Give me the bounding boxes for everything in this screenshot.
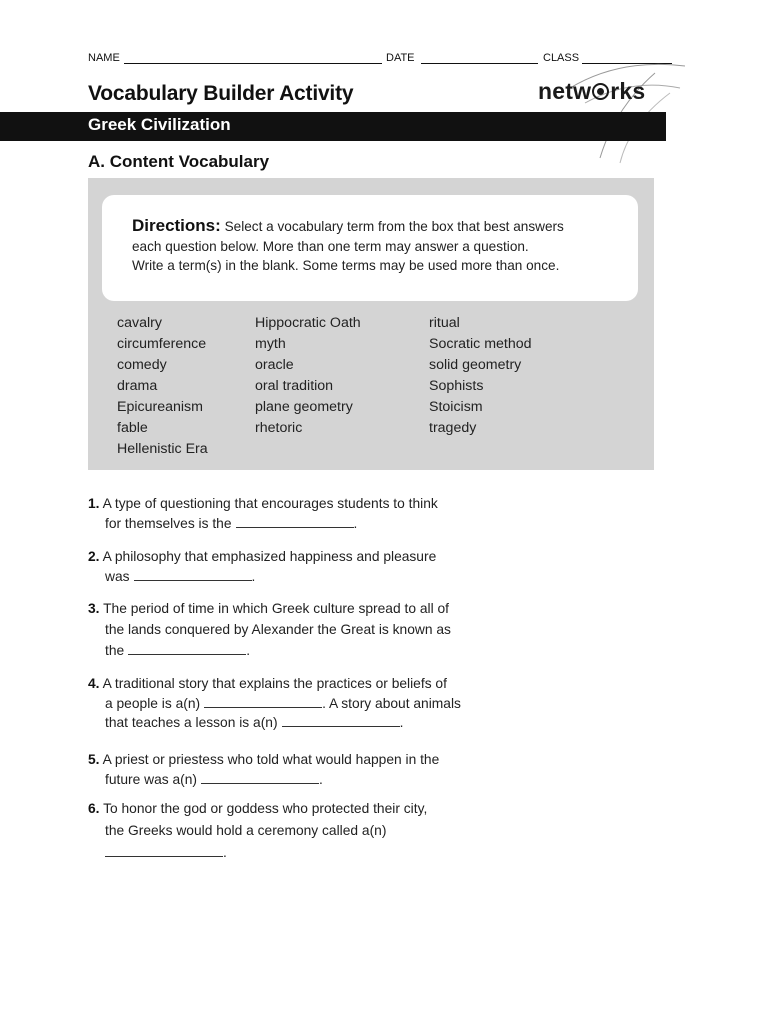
answer-blank[interactable] [282,714,400,727]
question-2 [88,547,518,586]
logo-o-icon [592,83,609,100]
term-item: comedy [117,357,167,373]
question-5 [88,750,518,789]
question-number: 1. [88,496,100,511]
term-item: Sophists [429,378,484,394]
term-item: Stoicism [429,399,483,415]
directions-line-2: each question below. More than one term may answer a question. [132,238,529,254]
term-item: plane geometry [255,399,353,415]
question-text: . A story about animals [322,695,461,711]
logo-text-start: netw [538,78,592,104]
term-item: ritual [429,315,460,331]
question-text: the Greeks would hold a ceremony called a(n) [105,823,387,838]
terms-column-2 [255,313,361,439]
question-text: A type of questioning that encourages students to think [102,496,438,511]
question-text: future was a(n) [105,771,198,787]
question-text: A priest or priestess who told what would happen in the [102,752,440,767]
question-text: a people is a(n) [105,695,201,711]
term-item: drama [117,378,158,394]
question-text: was [105,568,130,584]
terms-column-1 [117,313,208,460]
question-text: that teaches a lesson is a(n) [105,715,278,730]
date-field[interactable] [421,63,538,64]
question-6 [88,798,518,864]
term-item: myth [255,336,286,352]
term-item: Hippocratic Oath [255,315,361,331]
answer-blank[interactable] [201,771,319,784]
question-text: . [319,771,323,787]
logo-text-end: rks [610,78,646,104]
question-text: the [105,643,125,658]
question-text: A philosophy that emphasized happiness and pleasure [102,549,437,564]
answer-blank[interactable] [134,568,252,581]
question-number: 4. [88,676,100,691]
term-item: oracle [255,357,294,373]
question-text: A traditional story that explains the practices or beliefs of [102,676,447,691]
term-item: fable [117,420,148,436]
name-field[interactable] [124,63,382,64]
class-label: CLASS [543,52,580,64]
answer-blank[interactable] [128,642,246,655]
question-text: for themselves is the [105,515,232,531]
question-text: . [251,568,256,584]
page-title: Vocabulary Builder Activity [88,82,354,105]
question-number: 2. [88,549,100,564]
directions-line-1: Select a vocabulary term from the box that best answers [224,219,564,234]
answer-blank[interactable] [204,695,322,708]
term-item: solid geometry [429,357,522,373]
term-item: Epicureanism [117,399,203,415]
term-item: oral tradition [255,378,334,394]
term-item: circumference [117,336,207,352]
question-1 [88,494,518,533]
directions-line-3: Write a term(s) in the blank. Some terms may be used more than once. [132,258,560,273]
name-label: NAME [88,52,120,64]
chapter-title: Greek Civilization [88,115,231,134]
section-heading: A. Content Vocabulary [88,152,270,171]
question-number: 3. [88,601,100,616]
logo-swoosh-icon [560,48,690,168]
term-item: Hellenistic Era [117,441,208,457]
question-text: . [223,845,227,860]
question-text: . [246,643,251,658]
question-text: . [353,515,358,531]
directions-text [132,216,632,276]
date-label: DATE [386,52,415,64]
answer-blank[interactable] [105,844,223,857]
term-item: Socratic method [429,336,532,352]
directions-label: Directions: [132,216,221,235]
question-3 [88,598,518,661]
question-text: the lands conquered by Alexander the Great is known as [105,622,451,637]
question-number: 6. [88,801,100,816]
question-text: To honor the god or goddess who protected their city, [103,801,428,816]
question-text: . [399,715,404,730]
term-item: rhetoric [255,420,303,436]
answer-blank[interactable] [236,515,354,528]
question-number: 5. [88,752,100,767]
term-item: cavalry [117,315,162,331]
networks-logo [538,78,645,105]
question-text: The period of time in which Greek culture spread to all of [103,601,449,616]
terms-column-3 [429,313,532,439]
question-4 [88,674,518,733]
term-item: tragedy [429,420,477,436]
